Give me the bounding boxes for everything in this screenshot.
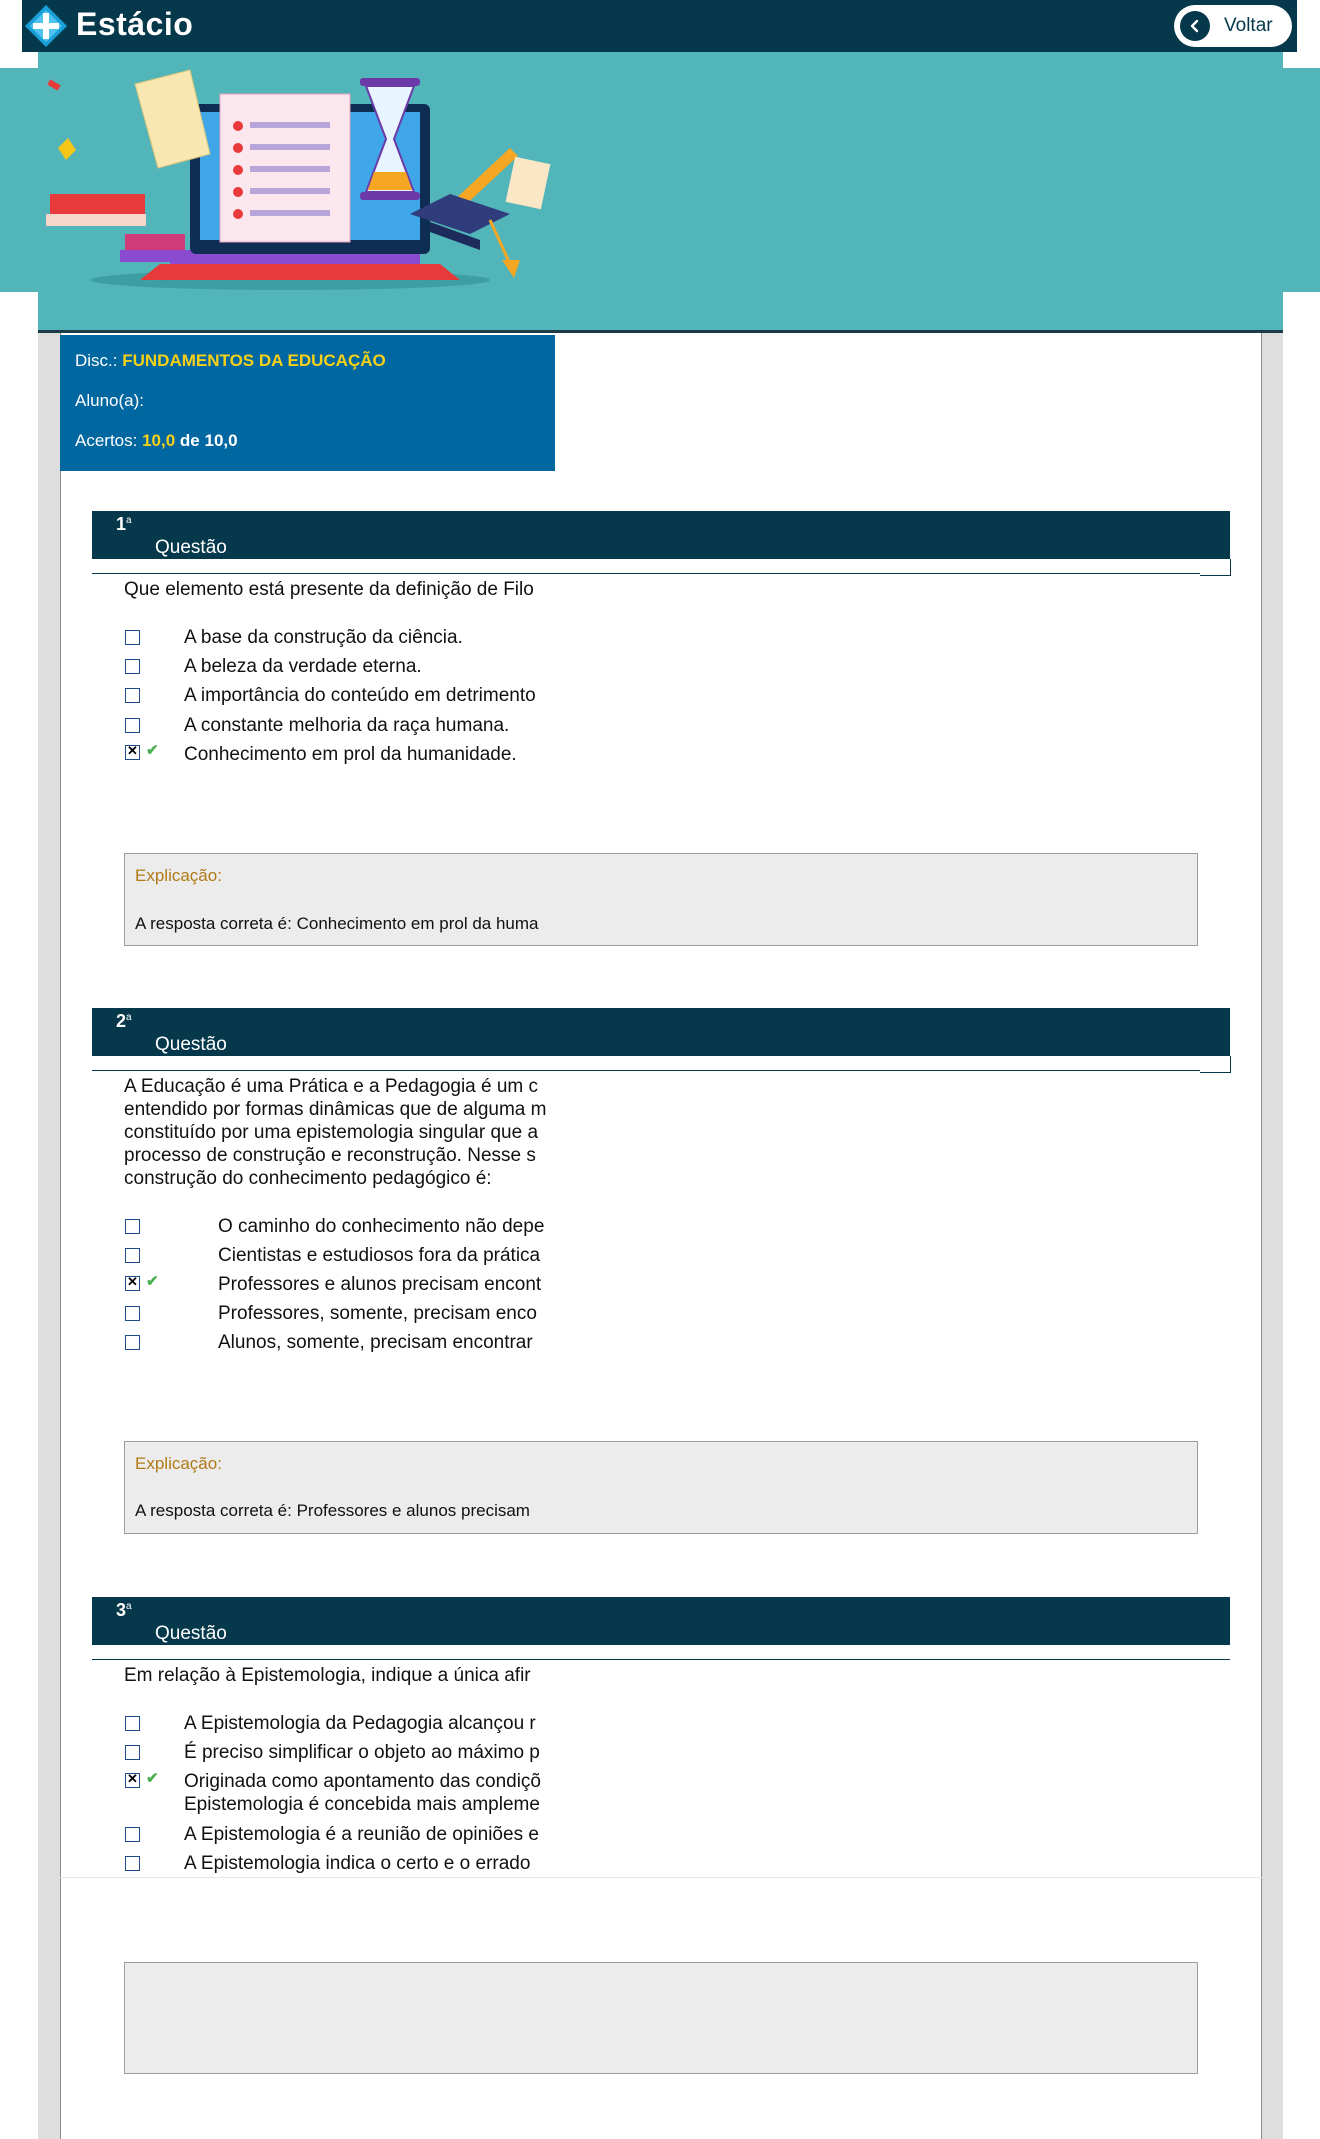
question-label: Questão bbox=[155, 1034, 227, 1055]
option-label: A importância do conteúdo em detrimento bbox=[184, 685, 536, 706]
discipline-row bbox=[75, 351, 386, 371]
option-checkbox[interactable] bbox=[125, 1248, 140, 1263]
question-divider bbox=[92, 1070, 1200, 1071]
option-checkbox[interactable] bbox=[125, 1219, 140, 1234]
question-number: 1$^a$ bbox=[116, 514, 132, 534]
question-stem-line: constituído por uma epistemologia singular que a bbox=[124, 1122, 539, 1143]
option-checkbox[interactable] bbox=[125, 1856, 140, 1871]
question-header-tail bbox=[1200, 1056, 1231, 1073]
question-stem-line: processo de construção e reconstrução. Nesse s bbox=[124, 1145, 536, 1166]
back-button[interactable] bbox=[1174, 5, 1292, 47]
question-stem: Em relação à Epistemologia, indique a única afir bbox=[124, 1665, 531, 1686]
question-label: Questão bbox=[155, 1623, 227, 1644]
student-label: Aluno(a): bbox=[75, 391, 144, 410]
question-label: Questão bbox=[155, 537, 227, 558]
option-checkbox[interactable] bbox=[125, 718, 140, 733]
estacio-logo-icon bbox=[24, 4, 68, 48]
option-checkbox-checked[interactable] bbox=[125, 1276, 140, 1291]
option-checkbox[interactable] bbox=[125, 1745, 140, 1760]
back-button-label: Voltar bbox=[1224, 15, 1273, 36]
option-label-continued: Epistemologia é concebida mais ampleme bbox=[184, 1794, 540, 1815]
option-checkbox[interactable] bbox=[125, 659, 140, 674]
discipline-label: Disc.: bbox=[75, 351, 118, 370]
explanation-title: Explicação: bbox=[135, 866, 222, 885]
chevron-left-icon bbox=[1180, 11, 1210, 41]
correct-check-icon: ✔ bbox=[146, 742, 159, 759]
option-label: É preciso simplificar o objeto ao máximo p bbox=[184, 1742, 540, 1763]
explanation-title: Explicação: bbox=[135, 1454, 222, 1473]
option-label: A Epistemologia da Pedagogia alcançou r bbox=[184, 1713, 536, 1734]
score-label: Acertos: bbox=[75, 431, 138, 450]
banner-right-strip bbox=[1283, 68, 1320, 292]
question-divider bbox=[92, 573, 1200, 574]
question-divider bbox=[92, 1659, 1230, 1660]
explanation-box bbox=[124, 1441, 1198, 1534]
brand-name: Estácio bbox=[76, 6, 194, 42]
option-checkbox[interactable] bbox=[125, 630, 140, 645]
option-label: A beleza da verdade eterna. bbox=[184, 656, 422, 677]
option-label: Cientistas e estudiosos fora da prática bbox=[218, 1245, 541, 1266]
score-value: 10,0 bbox=[142, 431, 176, 450]
top-navbar bbox=[22, 0, 1297, 52]
option-label: A Epistemologia é a reunião de opiniões e bbox=[184, 1824, 539, 1845]
question-header bbox=[92, 1597, 1230, 1645]
option-checkbox[interactable] bbox=[125, 1827, 140, 1842]
question-header-tail bbox=[1200, 559, 1231, 576]
option-label: Professores e alunos precisam encont bbox=[218, 1274, 542, 1295]
option-label: A base da construção da ciência. bbox=[184, 627, 463, 648]
discipline-value: FUNDAMENTOS DA EDUCAÇÃO bbox=[122, 351, 386, 370]
option-label: Originada como apontamento das condiçõ bbox=[184, 1771, 542, 1792]
left-gutter bbox=[38, 333, 60, 2139]
exam-illustration bbox=[40, 64, 560, 304]
explanation-box bbox=[124, 853, 1198, 946]
option-checkbox[interactable] bbox=[125, 1716, 140, 1731]
score-row bbox=[75, 431, 238, 451]
question-stem-line: construção do conhecimento pedagógico é: bbox=[124, 1168, 492, 1189]
correct-check-icon: ✔ bbox=[146, 1770, 159, 1787]
exam-info-header bbox=[60, 335, 555, 471]
option-label: A Epistemologia indica o certo e o errado bbox=[184, 1853, 531, 1874]
explanation-text: A resposta correta é: Professores e alunos precisam bbox=[135, 1501, 530, 1520]
option-label: A constante melhoria da raça humana. bbox=[184, 715, 510, 736]
question-stem-line: A Educação é uma Prática e a Pedagogia é um c bbox=[124, 1076, 539, 1097]
score-total: de 10,0 bbox=[179, 431, 238, 450]
option-checkbox[interactable] bbox=[125, 1306, 140, 1321]
option-label: Conhecimento em prol da humanidade. bbox=[184, 744, 517, 765]
option-label: O caminho do conhecimento não depe bbox=[218, 1216, 545, 1237]
banner-left-strip bbox=[0, 68, 40, 292]
option-checkbox-checked[interactable] bbox=[125, 1773, 140, 1788]
explanation-box bbox=[124, 1962, 1198, 2074]
question-stem: Que elemento está presente da definição de Filo bbox=[124, 579, 534, 600]
explanation-text: A resposta correta é: Conhecimento em prol da huma bbox=[135, 914, 539, 933]
content-divider bbox=[60, 1877, 1262, 1878]
right-gutter bbox=[1262, 333, 1283, 2139]
question-header bbox=[92, 1008, 1230, 1056]
question-stem-line: entendido por formas dinâmicas que de alguma m bbox=[124, 1099, 547, 1120]
option-checkbox-checked[interactable] bbox=[125, 745, 140, 760]
question-number: 2$^a$ bbox=[116, 1011, 132, 1031]
question-header bbox=[92, 511, 1230, 559]
option-label: Professores, somente, precisam enco bbox=[218, 1303, 537, 1324]
correct-check-icon: ✔ bbox=[146, 1273, 159, 1290]
option-checkbox[interactable] bbox=[125, 1335, 140, 1350]
option-checkbox[interactable] bbox=[125, 688, 140, 703]
question-number: 3$^a$ bbox=[116, 1600, 132, 1620]
option-label: Alunos, somente, precisam encontrar bbox=[218, 1332, 533, 1353]
